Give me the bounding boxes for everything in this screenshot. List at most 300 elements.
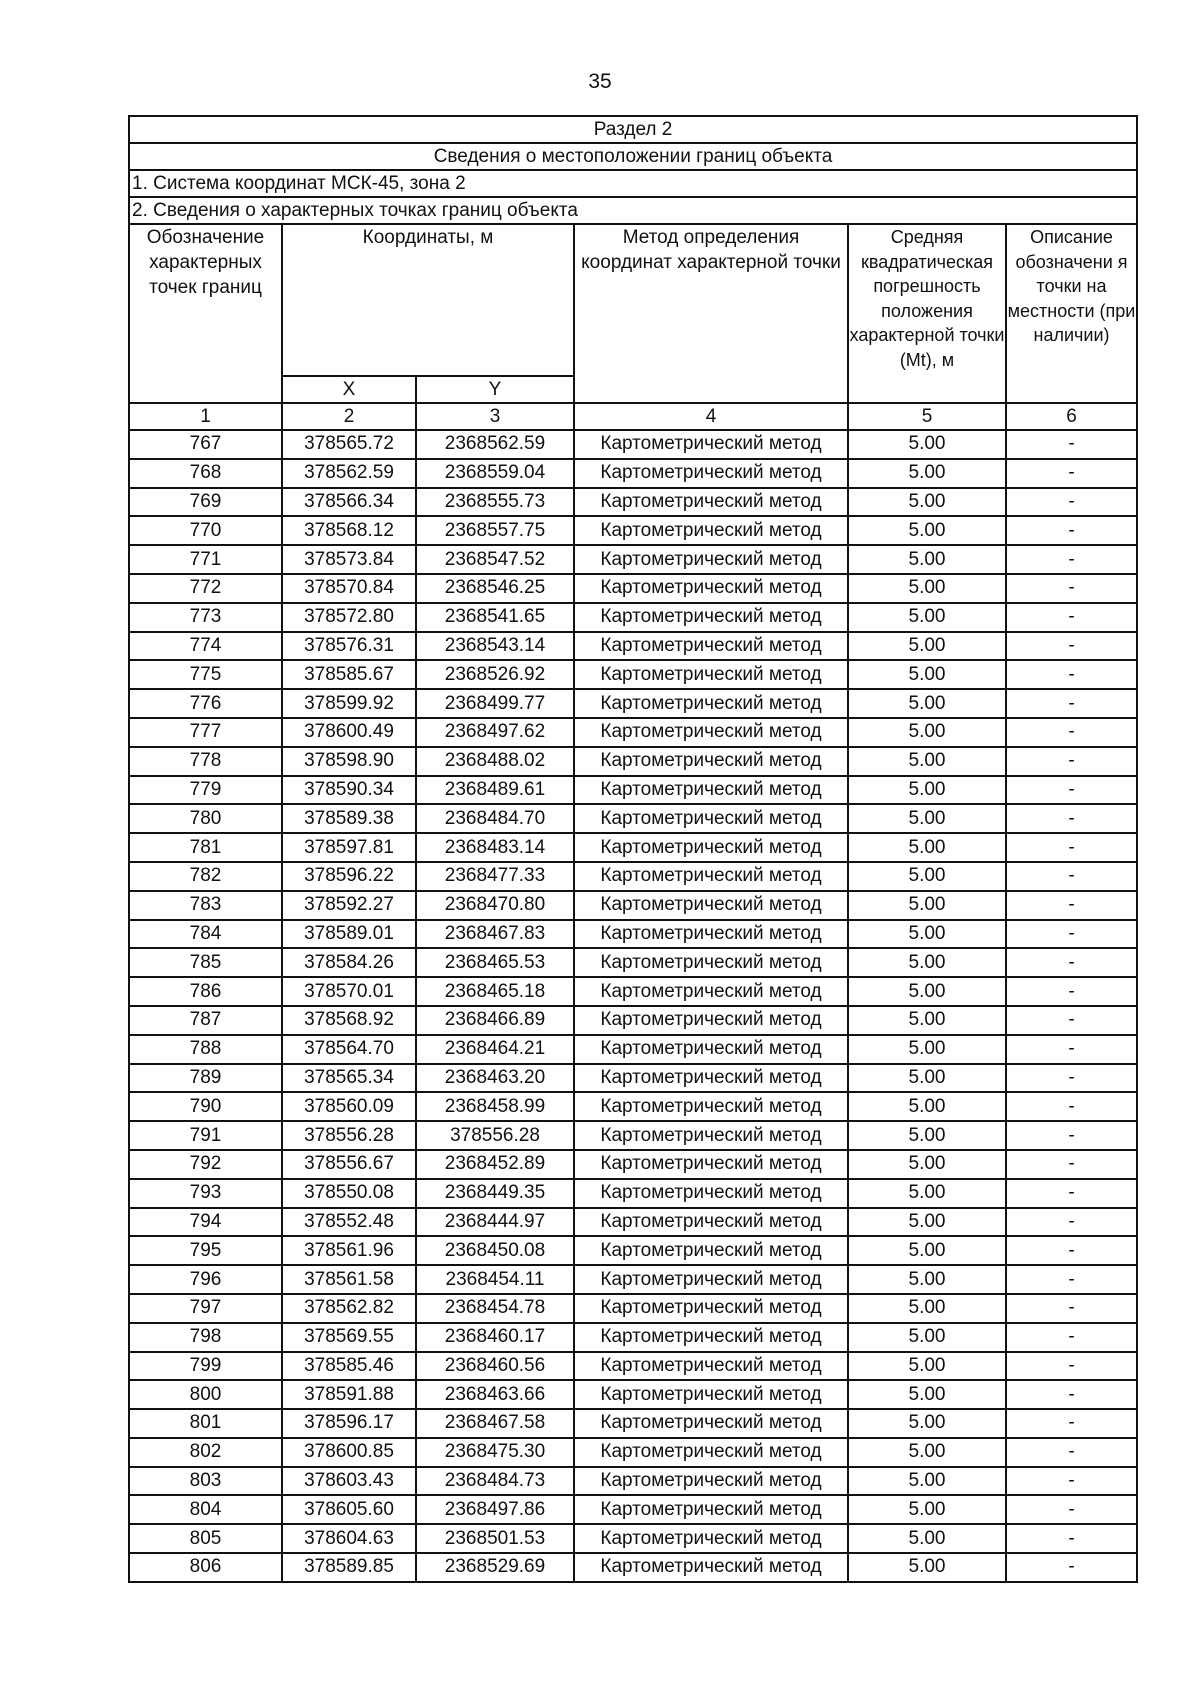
method-cell: Картометрический метод: [574, 747, 848, 776]
x-coordinate-cell: 378561.96: [282, 1236, 416, 1265]
x-coordinate-cell: 378596.22: [282, 862, 416, 891]
error-cell: 5.00: [848, 1179, 1006, 1208]
method-cell: Картометрический метод: [574, 689, 848, 718]
point-id-cell: 785: [129, 948, 282, 977]
table-row: [129, 1524, 1137, 1553]
table-row: [129, 1006, 1137, 1035]
table-row: [129, 574, 1137, 603]
error-cell: 5.00: [848, 1524, 1006, 1553]
y-coordinate-cell: 2368452.89: [416, 1150, 574, 1179]
point-id-cell: 773: [129, 603, 282, 632]
description-cell: -: [1006, 632, 1137, 661]
y-coordinate-cell: 2368465.53: [416, 948, 574, 977]
column-number: 1: [129, 403, 282, 430]
description-cell: -: [1006, 660, 1137, 689]
x-coordinate-cell: 378570.01: [282, 977, 416, 1006]
x-coordinate-cell: 378589.85: [282, 1553, 416, 1582]
point-id-cell: 771: [129, 545, 282, 574]
y-coordinate-cell: 378556.28: [416, 1121, 574, 1150]
header-method: Метод определения координат характерной точки: [574, 224, 848, 403]
error-cell: 5.00: [848, 718, 1006, 747]
table-row: [129, 948, 1137, 977]
x-coordinate-cell: 378597.81: [282, 833, 416, 862]
table-row: [129, 1265, 1137, 1294]
y-coordinate-cell: 2368484.70: [416, 804, 574, 833]
error-cell: 5.00: [848, 1438, 1006, 1467]
point-id-cell: 777: [129, 718, 282, 747]
point-id-cell: 784: [129, 920, 282, 949]
point-id-cell: 768: [129, 459, 282, 488]
x-coordinate-cell: 378564.70: [282, 1035, 416, 1064]
section-title-row: [129, 116, 1137, 143]
method-cell: Картометрический метод: [574, 920, 848, 949]
x-coordinate-cell: 378591.88: [282, 1380, 416, 1409]
method-cell: Картометрический метод: [574, 1121, 848, 1150]
point-id-cell: 797: [129, 1294, 282, 1323]
point-id-cell: 787: [129, 1006, 282, 1035]
description-cell: -: [1006, 776, 1137, 805]
method-cell: Картометрический метод: [574, 660, 848, 689]
method-cell: Картометрический метод: [574, 1208, 848, 1237]
y-coordinate-cell: 2368449.35: [416, 1179, 574, 1208]
x-coordinate-cell: 378556.67: [282, 1150, 416, 1179]
table-row: [129, 833, 1137, 862]
point-id-cell: 767: [129, 430, 282, 459]
description-cell: -: [1006, 747, 1137, 776]
x-coordinate-cell: 378565.34: [282, 1064, 416, 1093]
y-coordinate-cell: 2368489.61: [416, 776, 574, 805]
error-cell: 5.00: [848, 1092, 1006, 1121]
error-cell: 5.00: [848, 1121, 1006, 1150]
method-cell: Картометрический метод: [574, 776, 848, 805]
table-row: [129, 1064, 1137, 1093]
y-coordinate-cell: 2368477.33: [416, 862, 574, 891]
description-cell: -: [1006, 1035, 1137, 1064]
description-cell: -: [1006, 833, 1137, 862]
column-number: 2: [282, 403, 416, 430]
table-row: [129, 1380, 1137, 1409]
section-subtitle: Сведения о местоположении границ объекта: [129, 143, 1137, 170]
x-coordinate-cell: 378560.09: [282, 1092, 416, 1121]
description-cell: -: [1006, 1092, 1137, 1121]
description-cell: -: [1006, 603, 1137, 632]
y-coordinate-cell: 2368465.18: [416, 977, 574, 1006]
error-cell: 5.00: [848, 660, 1006, 689]
method-cell: Картометрический метод: [574, 718, 848, 747]
description-cell: -: [1006, 1323, 1137, 1352]
description-cell: -: [1006, 862, 1137, 891]
error-cell: 5.00: [848, 1150, 1006, 1179]
table-row: [129, 747, 1137, 776]
table-row: [129, 459, 1137, 488]
method-cell: Картометрический метод: [574, 459, 848, 488]
column-number: 3: [416, 403, 574, 430]
table-row: [129, 920, 1137, 949]
subtitle-row: [129, 143, 1137, 170]
x-coordinate-cell: 378584.26: [282, 948, 416, 977]
table-row: [129, 488, 1137, 517]
y-coordinate-cell: 2368499.77: [416, 689, 574, 718]
x-coordinate-cell: 378570.84: [282, 574, 416, 603]
table-row: [129, 977, 1137, 1006]
error-cell: 5.00: [848, 1553, 1006, 1582]
error-cell: 5.00: [848, 574, 1006, 603]
description-cell: -: [1006, 1064, 1137, 1093]
table-row: [129, 545, 1137, 574]
point-id-cell: 805: [129, 1524, 282, 1553]
method-cell: Картометрический метод: [574, 1352, 848, 1381]
method-cell: Картометрический метод: [574, 977, 848, 1006]
table-row: [129, 804, 1137, 833]
table-row: [129, 891, 1137, 920]
error-cell: 5.00: [848, 459, 1006, 488]
table-row: [129, 689, 1137, 718]
x-coordinate-cell: 378576.31: [282, 632, 416, 661]
description-cell: -: [1006, 545, 1137, 574]
y-coordinate-cell: 2368526.92: [416, 660, 574, 689]
description-cell: -: [1006, 574, 1137, 603]
table-row: [129, 1553, 1137, 1582]
error-cell: 5.00: [848, 1006, 1006, 1035]
method-cell: Картометрический метод: [574, 1265, 848, 1294]
error-cell: 5.00: [848, 1208, 1006, 1237]
y-coordinate-cell: 2368483.14: [416, 833, 574, 862]
error-cell: 5.00: [848, 1035, 1006, 1064]
point-id-cell: 795: [129, 1236, 282, 1265]
error-cell: 5.00: [848, 833, 1006, 862]
description-cell: -: [1006, 1409, 1137, 1438]
description-cell: -: [1006, 1121, 1137, 1150]
description-cell: -: [1006, 977, 1137, 1006]
point-id-cell: 789: [129, 1064, 282, 1093]
method-cell: Картометрический метод: [574, 833, 848, 862]
point-id-cell: 792: [129, 1150, 282, 1179]
table-row: [129, 1035, 1137, 1064]
error-cell: 5.00: [848, 1409, 1006, 1438]
table-row: [129, 862, 1137, 891]
x-coordinate-cell: 378590.34: [282, 776, 416, 805]
point-id-cell: 778: [129, 747, 282, 776]
method-cell: Картометрический метод: [574, 1380, 848, 1409]
table-row: [129, 1323, 1137, 1352]
y-coordinate-cell: 2368501.53: [416, 1524, 574, 1553]
description-cell: -: [1006, 1265, 1137, 1294]
method-cell: Картометрический метод: [574, 603, 848, 632]
y-coordinate-cell: 2368543.14: [416, 632, 574, 661]
coord-system-row: [129, 170, 1137, 197]
y-coordinate-cell: 2368466.89: [416, 1006, 574, 1035]
x-coordinate-cell: 378600.85: [282, 1438, 416, 1467]
table-row: [129, 1467, 1137, 1496]
y-coordinate-cell: 2368463.66: [416, 1380, 574, 1409]
description-cell: -: [1006, 948, 1137, 977]
x-coordinate-cell: 378600.49: [282, 718, 416, 747]
y-coordinate-cell: 2368559.04: [416, 459, 574, 488]
error-cell: 5.00: [848, 920, 1006, 949]
description-cell: -: [1006, 689, 1137, 718]
table-row: [129, 660, 1137, 689]
y-coordinate-cell: 2368450.08: [416, 1236, 574, 1265]
x-coordinate-cell: 378565.72: [282, 430, 416, 459]
description-cell: -: [1006, 1352, 1137, 1381]
error-cell: 5.00: [848, 1265, 1006, 1294]
table-row: [129, 1294, 1137, 1323]
y-coordinate-cell: 2368562.59: [416, 430, 574, 459]
point-id-cell: 782: [129, 862, 282, 891]
y-coordinate-cell: 2368464.21: [416, 1035, 574, 1064]
error-cell: 5.00: [848, 430, 1006, 459]
header-x: X: [282, 376, 416, 403]
x-coordinate-cell: 378603.43: [282, 1467, 416, 1496]
description-cell: -: [1006, 718, 1137, 747]
x-coordinate-cell: 378604.63: [282, 1524, 416, 1553]
x-coordinate-cell: 378589.01: [282, 920, 416, 949]
point-id-cell: 775: [129, 660, 282, 689]
error-cell: 5.00: [848, 1294, 1006, 1323]
x-coordinate-cell: 378585.67: [282, 660, 416, 689]
y-coordinate-cell: 2368467.58: [416, 1409, 574, 1438]
method-cell: Картометрический метод: [574, 430, 848, 459]
y-coordinate-cell: 2368541.65: [416, 603, 574, 632]
method-cell: Картометрический метод: [574, 516, 848, 545]
y-coordinate-cell: 2368467.83: [416, 920, 574, 949]
y-coordinate-cell: 2368444.97: [416, 1208, 574, 1237]
column-numbers-row: [129, 403, 1137, 430]
y-coordinate-cell: 2368497.62: [416, 718, 574, 747]
point-id-cell: 802: [129, 1438, 282, 1467]
header-coordinates: Координаты, м: [282, 224, 574, 376]
column-number: 4: [574, 403, 848, 430]
method-cell: Картометрический метод: [574, 804, 848, 833]
description-cell: -: [1006, 1294, 1137, 1323]
point-id-cell: 779: [129, 776, 282, 805]
header-designation: Обозначение характерных точек границ: [129, 224, 282, 403]
point-id-cell: 801: [129, 1409, 282, 1438]
y-coordinate-cell: 2368484.73: [416, 1467, 574, 1496]
table-row: [129, 1179, 1137, 1208]
method-cell: Картометрический метод: [574, 545, 848, 574]
point-id-cell: 804: [129, 1495, 282, 1524]
point-id-cell: 793: [129, 1179, 282, 1208]
error-cell: 5.00: [848, 1236, 1006, 1265]
y-coordinate-cell: 2368475.30: [416, 1438, 574, 1467]
table-row: [129, 1409, 1137, 1438]
method-cell: Картометрический метод: [574, 1092, 848, 1121]
table-body: [129, 116, 1137, 1582]
method-cell: Картометрический метод: [574, 948, 848, 977]
table-row: [129, 430, 1137, 459]
point-id-cell: 783: [129, 891, 282, 920]
point-id-cell: 794: [129, 1208, 282, 1237]
method-cell: Картометрический метод: [574, 1524, 848, 1553]
method-cell: Картометрический метод: [574, 1467, 848, 1496]
section-title: Раздел 2: [129, 116, 1137, 143]
point-id-cell: 790: [129, 1092, 282, 1121]
error-cell: 5.00: [848, 545, 1006, 574]
table-row: [129, 1495, 1137, 1524]
error-cell: 5.00: [848, 488, 1006, 517]
description-cell: -: [1006, 1179, 1137, 1208]
x-coordinate-cell: 378556.28: [282, 1121, 416, 1150]
table-row: [129, 516, 1137, 545]
error-cell: 5.00: [848, 1380, 1006, 1409]
description-cell: -: [1006, 459, 1137, 488]
header-description: Описание обозначени я точки на местности (при наличии): [1006, 224, 1137, 403]
y-coordinate-cell: 2368454.78: [416, 1294, 574, 1323]
point-id-cell: 774: [129, 632, 282, 661]
y-coordinate-cell: 2368555.73: [416, 488, 574, 517]
method-cell: Картометрический метод: [574, 488, 848, 517]
description-cell: -: [1006, 1150, 1137, 1179]
error-cell: 5.00: [848, 948, 1006, 977]
table-row: [129, 776, 1137, 805]
method-cell: Картометрический метод: [574, 1409, 848, 1438]
point-id-cell: 781: [129, 833, 282, 862]
page-number: 35: [588, 70, 612, 93]
y-coordinate-cell: 2368460.17: [416, 1323, 574, 1352]
description-cell: -: [1006, 1236, 1137, 1265]
x-coordinate-cell: 378568.12: [282, 516, 416, 545]
point-id-cell: 769: [129, 488, 282, 517]
method-cell: Картометрический метод: [574, 1006, 848, 1035]
description-cell: -: [1006, 516, 1137, 545]
method-cell: Картометрический метод: [574, 1323, 848, 1352]
description-cell: -: [1006, 1380, 1137, 1409]
y-coordinate-cell: 2368463.20: [416, 1064, 574, 1093]
coord-system: 1. Система координат МСК-45, зона 2: [129, 170, 1137, 197]
point-id-cell: 780: [129, 804, 282, 833]
x-coordinate-cell: 378592.27: [282, 891, 416, 920]
x-coordinate-cell: 378569.55: [282, 1323, 416, 1352]
description-cell: -: [1006, 1006, 1137, 1035]
x-coordinate-cell: 378589.38: [282, 804, 416, 833]
method-cell: Картометрический метод: [574, 632, 848, 661]
points-heading-row: [129, 197, 1137, 224]
description-cell: -: [1006, 430, 1137, 459]
point-id-cell: 800: [129, 1380, 282, 1409]
description-cell: -: [1006, 488, 1137, 517]
error-cell: 5.00: [848, 1323, 1006, 1352]
x-coordinate-cell: 378568.92: [282, 1006, 416, 1035]
description-cell: -: [1006, 891, 1137, 920]
header-error: Средняя квадратическая погрешность положения характерной точки (Mt), м: [848, 224, 1006, 403]
x-coordinate-cell: 378562.82: [282, 1294, 416, 1323]
description-cell: -: [1006, 1438, 1137, 1467]
error-cell: 5.00: [848, 1495, 1006, 1524]
point-id-cell: 788: [129, 1035, 282, 1064]
y-coordinate-cell: 2368547.52: [416, 545, 574, 574]
column-number: 6: [1006, 403, 1137, 430]
point-id-cell: 770: [129, 516, 282, 545]
point-id-cell: 798: [129, 1323, 282, 1352]
description-cell: -: [1006, 1495, 1137, 1524]
error-cell: 5.00: [848, 977, 1006, 1006]
error-cell: 5.00: [848, 1352, 1006, 1381]
description-cell: -: [1006, 804, 1137, 833]
x-coordinate-cell: 378596.17: [282, 1409, 416, 1438]
table-row: [129, 1092, 1137, 1121]
method-cell: Картометрический метод: [574, 1064, 848, 1093]
method-cell: Картометрический метод: [574, 1438, 848, 1467]
column-number: 5: [848, 403, 1006, 430]
boundary-points-table: [128, 115, 1138, 1583]
description-cell: -: [1006, 1208, 1137, 1237]
point-id-cell: 776: [129, 689, 282, 718]
point-id-cell: 799: [129, 1352, 282, 1381]
x-coordinate-cell: 378573.84: [282, 545, 416, 574]
point-id-cell: 786: [129, 977, 282, 1006]
table-row: [129, 1121, 1137, 1150]
method-cell: Картометрический метод: [574, 1179, 848, 1208]
x-coordinate-cell: 378566.34: [282, 488, 416, 517]
table-row: [129, 1438, 1137, 1467]
table-row: [129, 1352, 1137, 1381]
method-cell: Картометрический метод: [574, 1236, 848, 1265]
point-id-cell: 791: [129, 1121, 282, 1150]
x-coordinate-cell: 378585.46: [282, 1352, 416, 1381]
method-cell: Картометрический метод: [574, 1150, 848, 1179]
header-row: [129, 224, 1137, 376]
error-cell: 5.00: [848, 689, 1006, 718]
y-coordinate-cell: 2368458.99: [416, 1092, 574, 1121]
y-coordinate-cell: 2368529.69: [416, 1553, 574, 1582]
error-cell: 5.00: [848, 516, 1006, 545]
method-cell: Картометрический метод: [574, 1495, 848, 1524]
description-cell: -: [1006, 1553, 1137, 1582]
table-row: [129, 1208, 1137, 1237]
x-coordinate-cell: 378605.60: [282, 1495, 416, 1524]
y-coordinate-cell: 2368454.11: [416, 1265, 574, 1294]
error-cell: 5.00: [848, 1064, 1006, 1093]
table-row: [129, 1236, 1137, 1265]
y-coordinate-cell: 2368546.25: [416, 574, 574, 603]
method-cell: Картометрический метод: [574, 1553, 848, 1582]
point-id-cell: 796: [129, 1265, 282, 1294]
y-coordinate-cell: 2368488.02: [416, 747, 574, 776]
x-coordinate-cell: 378550.08: [282, 1179, 416, 1208]
table-row: [129, 1150, 1137, 1179]
y-coordinate-cell: 2368557.75: [416, 516, 574, 545]
y-coordinate-cell: 2368460.56: [416, 1352, 574, 1381]
error-cell: 5.00: [848, 632, 1006, 661]
points-heading: 2. Сведения о характерных точках границ объекта: [129, 197, 1137, 224]
method-cell: Картометрический метод: [574, 1035, 848, 1064]
point-id-cell: 772: [129, 574, 282, 603]
x-coordinate-cell: 378562.59: [282, 459, 416, 488]
error-cell: 5.00: [848, 891, 1006, 920]
description-cell: -: [1006, 920, 1137, 949]
x-coordinate-cell: 378598.90: [282, 747, 416, 776]
y-coordinate-cell: 2368470.80: [416, 891, 574, 920]
x-coordinate-cell: 378552.48: [282, 1208, 416, 1237]
error-cell: 5.00: [848, 776, 1006, 805]
y-coordinate-cell: 2368497.86: [416, 1495, 574, 1524]
error-cell: 5.00: [848, 804, 1006, 833]
point-id-cell: 803: [129, 1467, 282, 1496]
table-row: [129, 718, 1137, 747]
method-cell: Картометрический метод: [574, 891, 848, 920]
error-cell: 5.00: [848, 747, 1006, 776]
method-cell: Картометрический метод: [574, 574, 848, 603]
error-cell: 5.00: [848, 603, 1006, 632]
table-row: [129, 632, 1137, 661]
x-coordinate-cell: 378561.58: [282, 1265, 416, 1294]
table-row: [129, 603, 1137, 632]
error-cell: 5.00: [848, 1467, 1006, 1496]
description-cell: -: [1006, 1467, 1137, 1496]
x-coordinate-cell: 378599.92: [282, 689, 416, 718]
method-cell: Картометрический метод: [574, 1294, 848, 1323]
